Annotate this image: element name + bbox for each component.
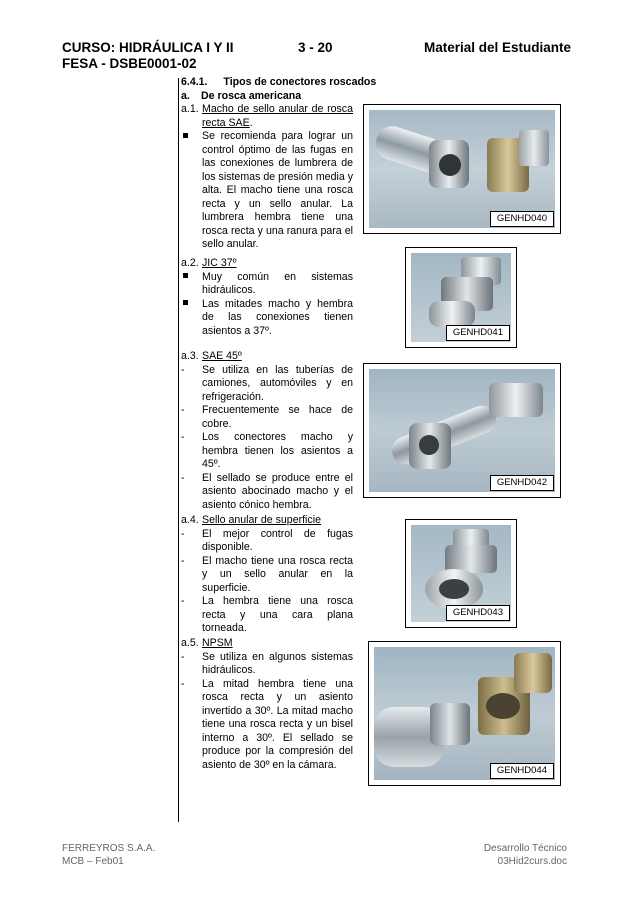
- subsection-heading: [181, 90, 301, 104]
- item-title: NPSM: [202, 637, 233, 649]
- list-item: - La hembra tiene una rosca recta y una cara plana torneada.: [181, 595, 353, 634]
- fitting-photo: [369, 369, 555, 492]
- list-item: - Los conectores macho y hembra tienen los asientos a 45º.: [181, 431, 353, 470]
- list-item: - Frecuentemente se hace de cobre.: [181, 404, 353, 430]
- list-item: Muy común en sistemas hidráulicos.: [181, 271, 353, 298]
- column-rule: [178, 78, 179, 822]
- photo-genhd041: [405, 247, 517, 348]
- section-number: 6.4.1.: [181, 76, 208, 88]
- page-number: 3 - 20: [298, 40, 333, 55]
- item-a2: [181, 257, 353, 338]
- list-item: Se recomienda para lograr un control óptimo de las fugas en las conexiones de lumbrera de los sistemas de presión media y alta. El macho tiene una rosca recta y un sello anular. La lumbrera hembra tiene una rosca recta y una ranura para el sello anular.: [181, 130, 353, 252]
- item-a1: [181, 103, 353, 252]
- item-title: Macho de sello anular de rosca recta SAE: [202, 103, 353, 129]
- subsection-title: De rosca americana: [201, 90, 302, 102]
- list-item: - La mitad hembra tiene una rosca recta y un asiento invertido a 30º. La mitad macho tiene una rosca recta y un bisel interno a 30º. El sellado se produce por la compresión del asiento de 30º en la cámara.: [181, 677, 353, 771]
- item-label: a.5.: [181, 637, 199, 649]
- fitting-photo: [374, 647, 555, 780]
- list-item: Las mitades macho y hembra de las conexiones tienen asientos a 37º.: [181, 298, 353, 339]
- course-title: CURSO: HIDRÁULICA I Y II: [62, 40, 234, 55]
- item-title: SAE 45º: [202, 350, 242, 362]
- item-title: Sello anular de superficie: [202, 514, 321, 526]
- item-title-row: [181, 514, 353, 528]
- list-item: - El mejor control de fugas disponible.: [181, 527, 353, 553]
- photo-caption: GENHD043: [446, 605, 510, 621]
- list-item: - El macho tiene una rosca recta y un sello anular en la superficie.: [181, 554, 353, 594]
- section-heading: [181, 76, 376, 90]
- photo-caption: GENHD040: [490, 211, 554, 227]
- list-item: - Se utiliza en las tuberías de camiones, automóviles y en refrigeración.: [181, 363, 353, 403]
- footer-date: MCB – Feb01: [62, 856, 124, 867]
- list-item: - Se utiliza en algunos sistemas hidráulicos.: [181, 650, 353, 676]
- section-title: Tipos de conectores roscados: [223, 76, 377, 88]
- photo-genhd043: [405, 519, 517, 628]
- document-code: FESA - DSBE0001-02: [62, 56, 197, 71]
- material-label: Material del Estudiante: [424, 40, 572, 55]
- item-a4: [181, 514, 353, 636]
- photo-caption: GENHD044: [490, 763, 554, 779]
- item-title-row: [181, 637, 353, 651]
- photo-caption: GENHD041: [446, 325, 510, 341]
- photo-genhd044: [368, 641, 561, 786]
- photo-genhd040: [363, 104, 561, 234]
- photo-genhd042: [363, 363, 561, 498]
- item-title-row: [181, 350, 353, 364]
- subsection-letter: a.: [181, 90, 190, 102]
- item-label: a.1.: [181, 103, 199, 115]
- item-title: JIC 37º: [202, 257, 237, 269]
- item-label: a.3.: [181, 350, 199, 362]
- item-label: a.2.: [181, 257, 199, 269]
- item-title-row: [181, 257, 353, 271]
- item-title-row: a.1. Macho de sello anular de rosca recta SAE.: [181, 103, 353, 129]
- square-bullet-icon: [183, 133, 188, 138]
- footer-filename: 03Hid2curs.doc: [497, 856, 567, 867]
- photo-caption: GENHD042: [490, 475, 554, 491]
- item-a3: [181, 350, 353, 512]
- footer-company: FERREYROS S.A.A.: [62, 843, 156, 854]
- item-label: a.4.: [181, 514, 199, 526]
- item-a5: [181, 637, 353, 772]
- square-bullet-icon: [183, 300, 188, 305]
- list-item: - El sellado se produce entre el asiento abocinado macho y el asiento cónico hembra.: [181, 471, 353, 511]
- square-bullet-icon: [183, 273, 188, 278]
- footer-department: Desarrollo Técnico: [483, 843, 567, 854]
